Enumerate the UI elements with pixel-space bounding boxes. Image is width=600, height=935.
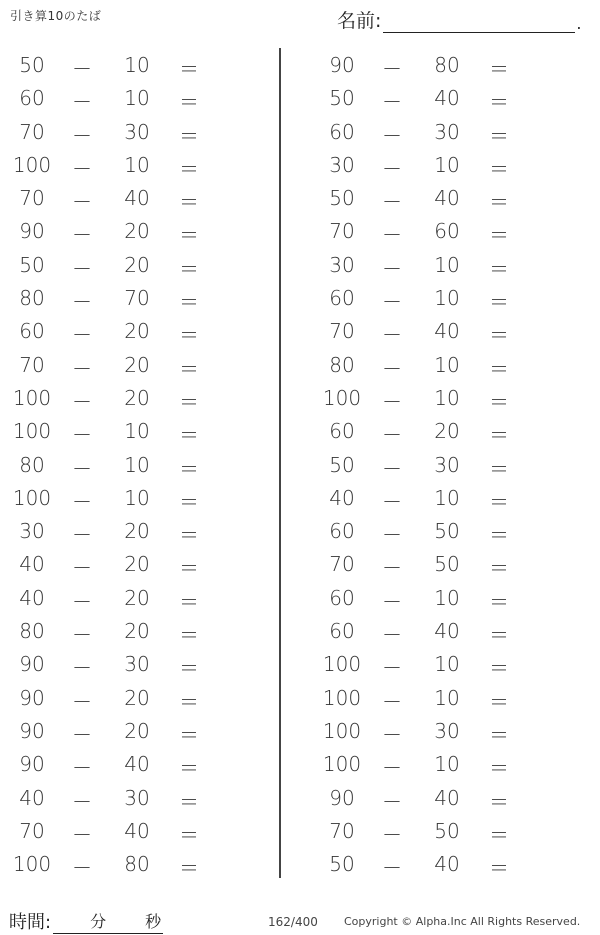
problem-row [310,814,590,847]
problem-row [310,281,590,314]
equals-sign: ＝ [179,722,199,747]
minuend: 60 [329,286,355,311]
equals-sign: ＝ [489,156,509,181]
minuend: 30 [19,519,45,544]
minus-sign: － [72,356,92,381]
problem-row [0,514,280,547]
minuend: 60 [329,419,355,444]
minuend: 80 [19,619,45,644]
problem-row [0,414,280,447]
minuend: 50 [19,53,45,77]
subtrahend: 60 [434,219,460,244]
minuend: 70 [19,186,45,211]
minus-sign: － [72,456,92,481]
problem-row [0,581,280,614]
problem-row [310,448,590,481]
equals-sign: ＝ [179,123,199,148]
minus-sign: － [72,789,92,814]
equals-sign: ＝ [489,256,509,281]
minuend: 90 [19,685,45,710]
subtrahend: 10 [434,152,460,177]
minus-sign: － [382,456,402,481]
minus-sign: － [72,123,92,148]
minus-sign: － [72,556,92,581]
equals-sign: ＝ [489,223,509,248]
subtrahend: 10 [434,652,460,677]
subtrahend: 50 [434,552,460,577]
problem-row [310,48,590,81]
problem-row [310,381,590,414]
problem-row [310,547,590,580]
equals-sign: ＝ [489,756,509,781]
problem-row [310,214,590,247]
minuend: 70 [329,818,355,843]
minus-sign: － [72,589,92,614]
minuend: 70 [329,552,355,577]
minuend: 50 [329,86,355,111]
equals-sign: ＝ [489,623,509,648]
equals-sign: ＝ [489,57,509,81]
subtrahend: 30 [434,119,460,144]
minus-sign: － [382,57,402,81]
equals-sign: ＝ [489,290,509,315]
minuend: 90 [19,718,45,743]
subtrahend: 80 [434,53,460,77]
minus-sign: － [382,523,402,548]
problem-row [310,714,590,747]
subtrahend: 30 [124,785,150,810]
problem-row [310,847,590,880]
minuend: 100 [12,485,52,510]
time-input-line[interactable] [53,911,163,934]
problem-row [310,647,590,680]
minuend: 90 [19,652,45,677]
subtrahend: 40 [124,752,150,777]
minuend: 90 [329,785,355,810]
minus-sign: － [382,290,402,315]
equals-sign: ＝ [179,556,199,581]
subtrahend: 20 [124,385,150,410]
equals-sign: ＝ [489,556,509,581]
minuend: 90 [19,752,45,777]
time-field [9,908,163,934]
equals-sign: ＝ [179,156,199,181]
minus-sign: － [382,623,402,648]
minus-sign: － [382,356,402,381]
right-problem-column [310,48,590,880]
problem-row [310,115,590,148]
minus-sign: － [72,57,92,81]
minuend: 70 [19,818,45,843]
subtrahend: 10 [434,352,460,377]
equals-sign: ＝ [179,489,199,514]
equals-sign: ＝ [179,656,199,681]
minuend: 90 [19,219,45,244]
problem-row [0,448,280,481]
minus-sign: － [72,856,92,881]
minuend: 80 [19,452,45,477]
subtrahend: 10 [434,585,460,610]
equals-sign: ＝ [489,389,509,414]
equals-sign: ＝ [179,523,199,548]
minuend: 100 [322,718,362,743]
equals-sign: ＝ [179,756,199,781]
minus-sign: － [382,90,402,115]
problem-row [0,115,280,148]
problem-row [0,148,280,181]
minus-sign: － [72,156,92,181]
minuend: 70 [19,352,45,377]
minuend: 100 [322,652,362,677]
minus-sign: － [72,323,92,348]
seconds-label: 秒 [145,912,162,931]
equals-sign: ＝ [489,423,509,448]
equals-sign: ＝ [489,456,509,481]
minuend: 60 [19,319,45,344]
equals-sign: ＝ [179,822,199,847]
problem-row [0,248,280,281]
minus-sign: － [382,423,402,448]
minuend: 60 [329,585,355,610]
equals-sign: ＝ [179,190,199,215]
left-problem-column [0,48,280,880]
subtrahend: 10 [124,419,150,444]
minus-sign: － [72,290,92,315]
minus-sign: － [382,856,402,881]
problem-row [0,814,280,847]
equals-sign: ＝ [489,523,509,548]
equals-sign: ＝ [489,656,509,681]
problem-row [310,481,590,514]
minuend: 60 [329,519,355,544]
subtrahend: 20 [124,552,150,577]
minuend: 50 [329,186,355,211]
minuend: 100 [12,385,52,410]
minus-sign: － [72,389,92,414]
equals-sign: ＝ [179,256,199,281]
equals-sign: ＝ [489,822,509,847]
problem-row [0,647,280,680]
minuend: 60 [19,86,45,111]
minuend: 60 [329,119,355,144]
minus-sign: － [382,156,402,181]
minuend: 100 [12,852,52,877]
minus-sign: － [382,123,402,148]
minuend: 40 [329,485,355,510]
equals-sign: ＝ [489,789,509,814]
equals-sign: ＝ [489,123,509,148]
problem-row [0,847,280,880]
minuend: 100 [322,385,362,410]
equals-sign: ＝ [179,623,199,648]
minus-sign: － [72,656,92,681]
subtrahend: 10 [434,752,460,777]
minuend: 40 [19,585,45,610]
minus-sign: － [382,722,402,747]
minus-sign: － [382,689,402,714]
problem-row [0,481,280,514]
subtrahend: 50 [434,519,460,544]
minuend: 50 [329,452,355,477]
subtrahend: 20 [124,252,150,277]
problem-row [0,781,280,814]
minus-sign: － [72,523,92,548]
minus-sign: － [382,489,402,514]
minus-sign: － [382,556,402,581]
equals-sign: ＝ [489,190,509,215]
minuend: 50 [19,252,45,277]
subtrahend: 40 [434,852,460,877]
subtrahend: 30 [434,452,460,477]
minuend: 80 [19,286,45,311]
subtrahend: 10 [434,286,460,311]
minus-sign: － [382,223,402,248]
worksheet-title: 引き算10のたば [10,9,102,23]
problem-row [310,314,590,347]
minuend: 70 [329,319,355,344]
minus-sign: － [72,190,92,215]
equals-sign: ＝ [489,356,509,381]
equals-sign: ＝ [179,290,199,315]
subtrahend: 30 [434,718,460,743]
equals-sign: ＝ [489,489,509,514]
minus-sign: － [72,822,92,847]
minus-sign: － [72,489,92,514]
problem-row [310,181,590,214]
equals-sign: ＝ [179,856,199,881]
subtrahend: 20 [434,419,460,444]
subtrahend: 20 [124,219,150,244]
subtrahend: 10 [124,452,150,477]
subtrahend: 40 [434,186,460,211]
subtrahend: 20 [124,519,150,544]
equals-sign: ＝ [489,589,509,614]
minuend: 40 [19,785,45,810]
equals-sign: ＝ [179,423,199,448]
problem-row [0,714,280,747]
problem-row [0,614,280,647]
subtrahend: 20 [124,352,150,377]
problem-row [310,348,590,381]
subtrahend: 40 [434,86,460,111]
problem-row [0,181,280,214]
minuend: 50 [329,852,355,877]
minuend: 70 [19,119,45,144]
subtrahend: 20 [124,585,150,610]
subtrahend: 50 [434,818,460,843]
minus-sign: － [382,256,402,281]
equals-sign: ＝ [179,90,199,115]
minuend: 100 [12,152,52,177]
subtrahend: 10 [124,152,150,177]
minuend: 100 [12,419,52,444]
name-dot: . [576,14,582,33]
time-label: 時間: [9,912,52,933]
problem-row [310,581,590,614]
problem-row [0,81,280,114]
problem-row [0,381,280,414]
equals-sign: ＝ [179,789,199,814]
subtrahend: 20 [124,619,150,644]
subtrahend: 40 [124,186,150,211]
minus-sign: － [382,389,402,414]
problem-row [310,148,590,181]
problem-row [310,747,590,780]
minus-sign: － [72,256,92,281]
minuend: 70 [329,219,355,244]
equals-sign: ＝ [179,223,199,248]
minus-sign: － [382,789,402,814]
page-number: 162/400 [268,915,318,929]
minus-sign: － [72,689,92,714]
problem-row [0,348,280,381]
subtrahend: 10 [434,485,460,510]
problem-row [310,514,590,547]
minuend: 80 [329,352,355,377]
problem-row [310,81,590,114]
problem-row [310,614,590,647]
minuend: 40 [19,552,45,577]
copyright-notice: Copyright © Alpha.Inc All Rights Reserved. [344,915,581,928]
problem-row [0,547,280,580]
name-field [337,6,582,33]
equals-sign: ＝ [179,323,199,348]
minus-sign: － [72,756,92,781]
subtrahend: 10 [124,485,150,510]
problem-row [0,747,280,780]
minuend: 100 [322,685,362,710]
equals-sign: ＝ [489,722,509,747]
problem-row [310,781,590,814]
minus-sign: － [382,756,402,781]
equals-sign: ＝ [179,589,199,614]
minuend: 60 [329,619,355,644]
subtrahend: 40 [434,619,460,644]
equals-sign: ＝ [179,689,199,714]
subtrahend: 20 [124,718,150,743]
minus-sign: － [72,623,92,648]
subtrahend: 10 [434,252,460,277]
equals-sign: ＝ [489,689,509,714]
minus-sign: － [382,589,402,614]
problem-row [0,681,280,714]
equals-sign: ＝ [179,57,199,81]
problem-row [0,48,280,81]
minuend: 30 [329,252,355,277]
minus-sign: － [72,423,92,448]
subtrahend: 10 [124,86,150,111]
name-input-line[interactable] [383,12,575,33]
equals-sign: ＝ [489,856,509,881]
subtrahend: 30 [124,119,150,144]
minuend: 90 [329,53,355,77]
problem-row [310,414,590,447]
equals-sign: ＝ [489,90,509,115]
problem-row [0,214,280,247]
name-label: 名前: [337,10,382,32]
subtrahend: 10 [434,385,460,410]
minus-sign: － [72,90,92,115]
subtrahend: 10 [124,53,150,77]
subtrahend: 20 [124,685,150,710]
equals-sign: ＝ [179,389,199,414]
subtrahend: 40 [124,818,150,843]
subtrahend: 70 [124,286,150,311]
minus-sign: － [72,223,92,248]
equals-sign: ＝ [179,456,199,481]
problem-row [310,681,590,714]
minus-sign: － [382,323,402,348]
minus-sign: － [72,722,92,747]
subtrahend: 80 [124,852,150,877]
subtrahend: 40 [434,319,460,344]
equals-sign: ＝ [489,323,509,348]
problem-row [310,248,590,281]
minus-sign: － [382,656,402,681]
problem-row [0,281,280,314]
subtrahend: 40 [434,785,460,810]
minuend: 30 [329,152,355,177]
equals-sign: ＝ [179,356,199,381]
minutes-label: 分 [90,912,107,931]
subtrahend: 30 [124,652,150,677]
subtrahend: 10 [434,685,460,710]
minuend: 100 [322,752,362,777]
problem-row [0,314,280,347]
minus-sign: － [382,190,402,215]
subtrahend: 20 [124,319,150,344]
minus-sign: － [382,822,402,847]
